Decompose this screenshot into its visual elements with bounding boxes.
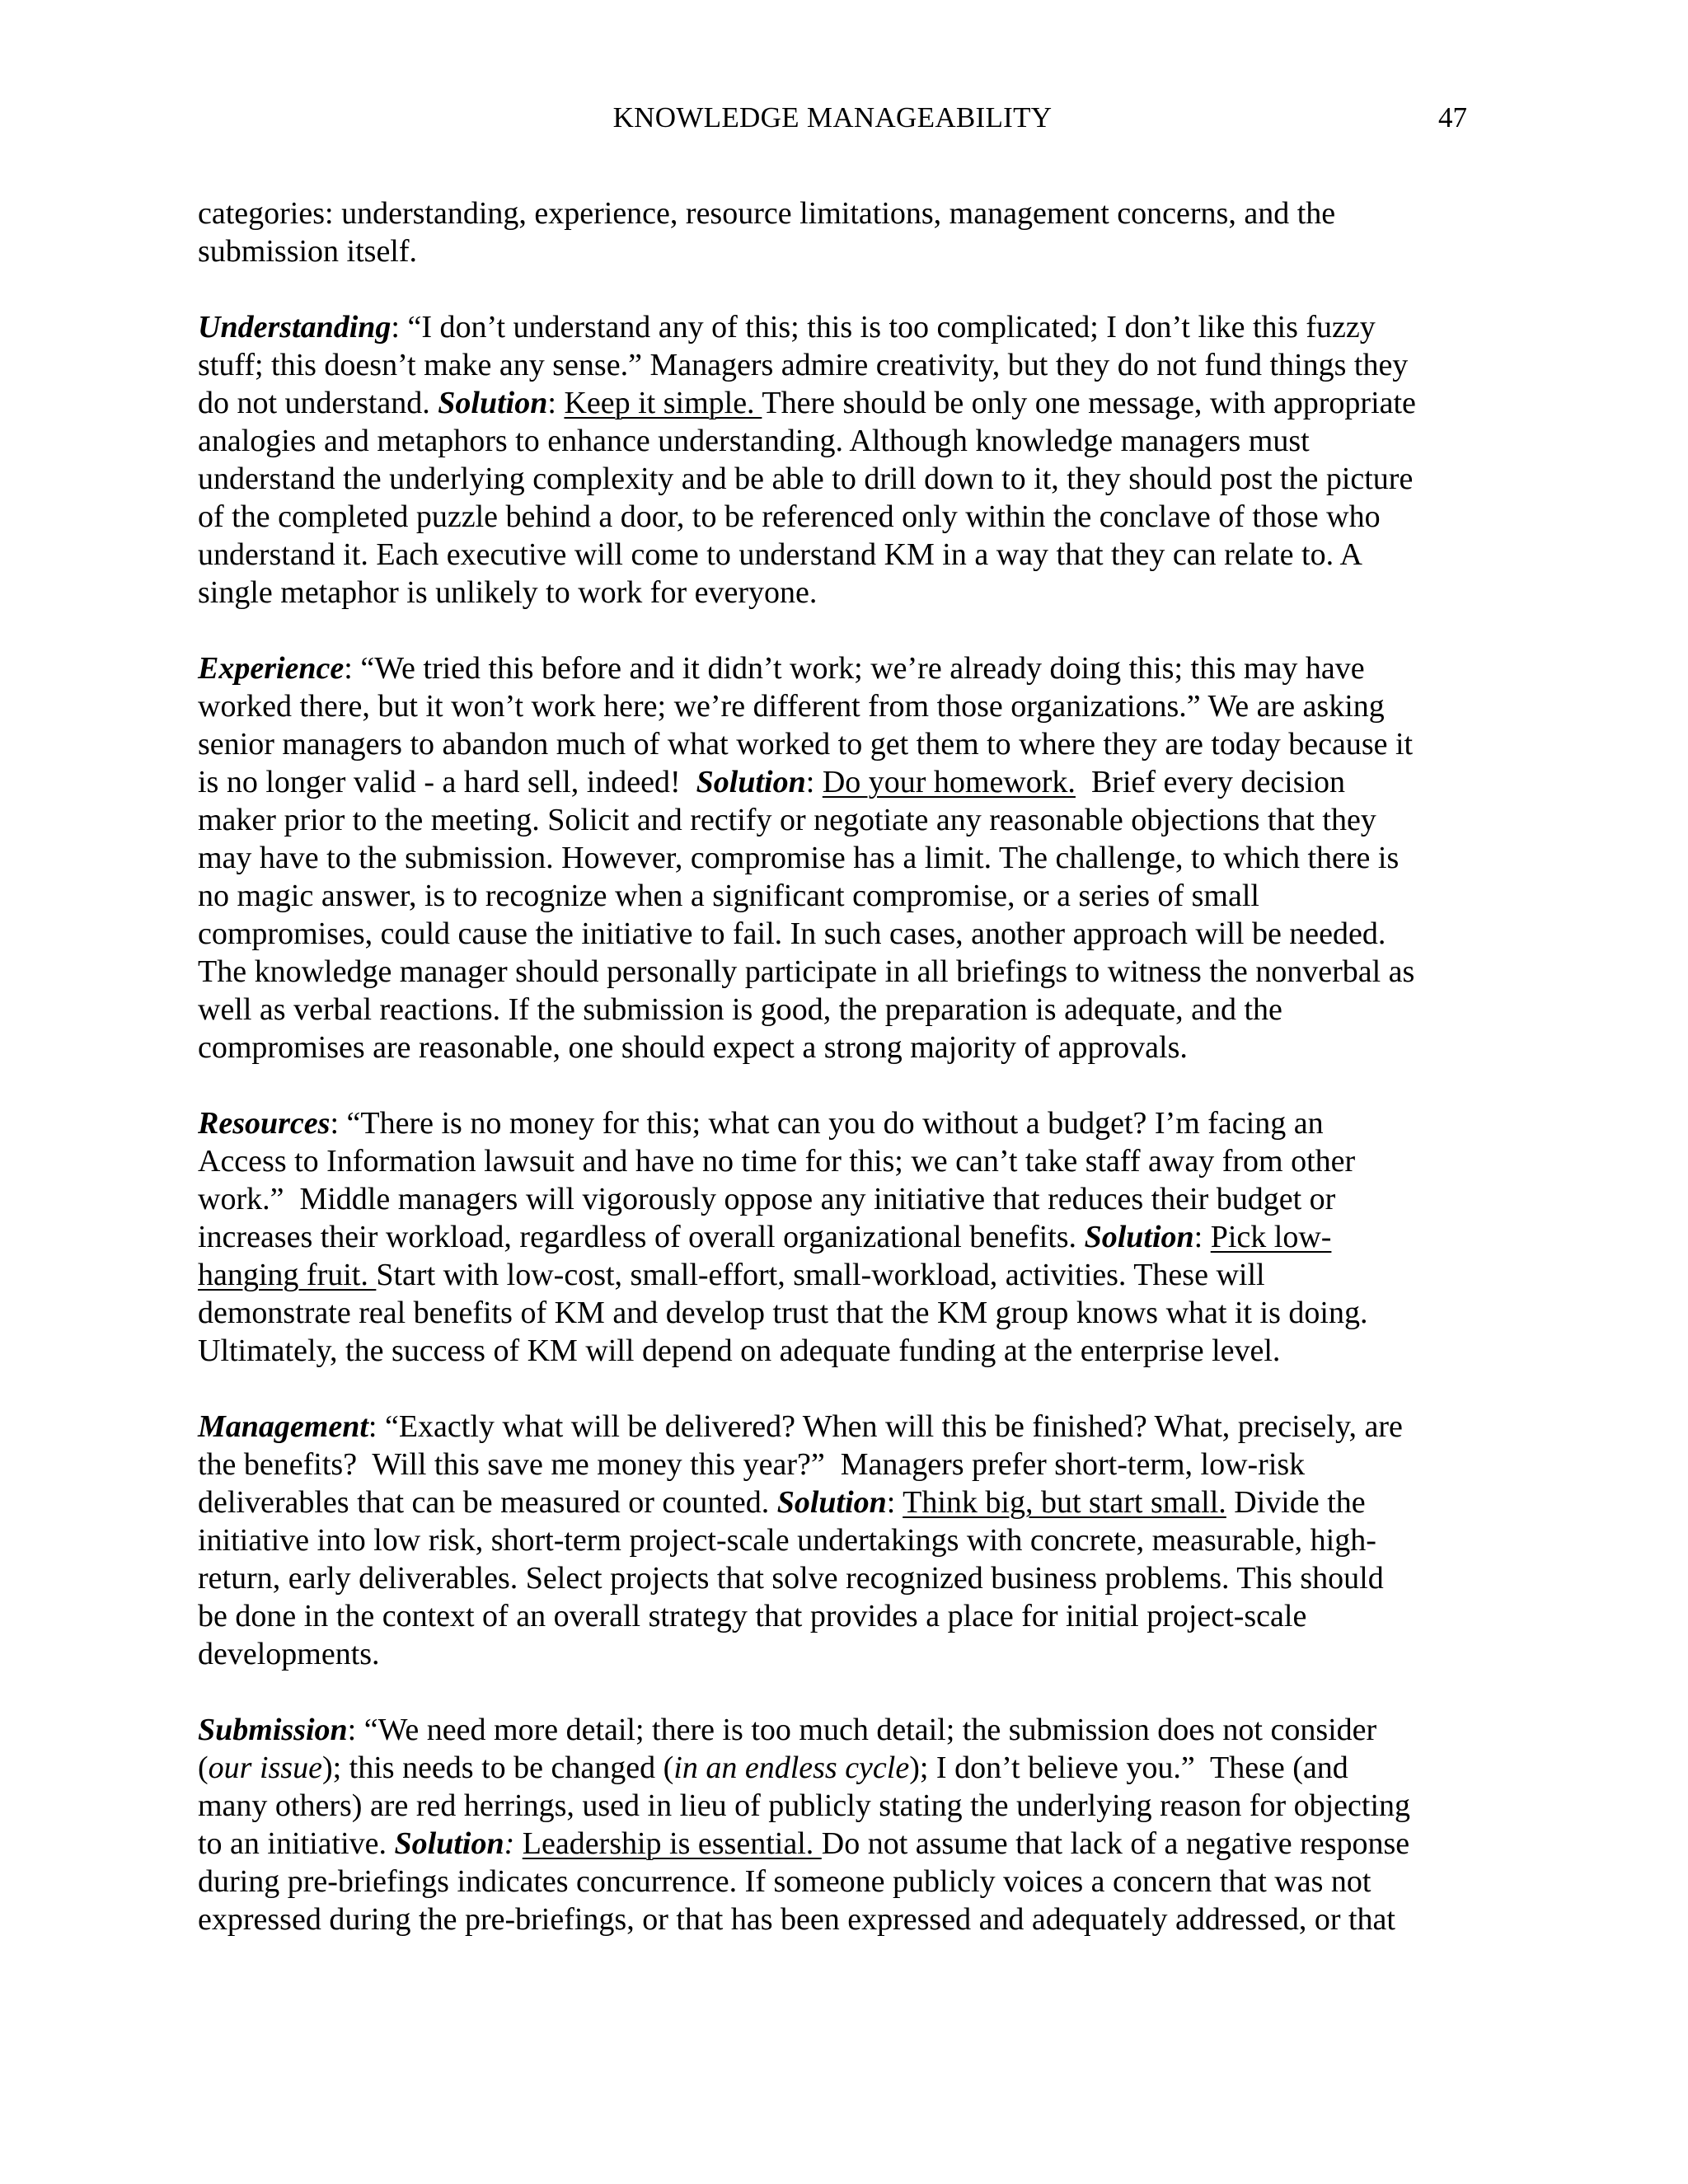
inline-text: increases their workload, regardless of overall organizational benefits. <box>198 1220 1085 1254</box>
quote-text: “Exactly what will be delivered? When will this be finished? What, precisely, are <box>384 1409 1403 1444</box>
understanding-paragraph <box>198 308 1477 612</box>
colon: : <box>330 1106 347 1141</box>
resources-paragraph <box>198 1104 1477 1370</box>
text-line: return, early deliverables. Select projects that solve recognized business problems. This should <box>198 1561 1384 1596</box>
inline-text: Brief every decision <box>1075 765 1346 799</box>
solution-action: Think big, but start small. <box>903 1485 1226 1520</box>
text-line: of the completed puzzle behind a door, to be referenced only within the conclave of those who <box>198 499 1381 534</box>
colon: : <box>886 1485 903 1520</box>
colon: : <box>368 1409 385 1444</box>
text-line: Ultimately, the success of KM will depend on adequate funding at the enterprise level. <box>198 1333 1281 1368</box>
text-line: during pre-briefings indicates concurrence. If someone publicly voices a concern that was not <box>198 1864 1372 1899</box>
inline-text: is no longer valid - a hard sell, indeed! <box>198 765 696 799</box>
inline-text: Do not assume that lack of a negative response <box>821 1826 1410 1861</box>
solution-label: Solution <box>438 386 548 420</box>
quote-text: “There is no money for this; what can you do without a budget? I’m facing an <box>346 1106 1324 1141</box>
management-heading: Management <box>198 1409 368 1444</box>
text-line: be done in the context of an overall strategy that provides a place for initial project-scale <box>198 1599 1307 1633</box>
colon: : <box>347 1713 364 1747</box>
quote-text: “We tried this before and it didn’t work; we’re already doing this; this may have <box>360 651 1365 686</box>
text-line: demonstrate real benefits of KM and develop trust that the KM group knows what it is doing. <box>198 1296 1368 1330</box>
text-line <box>198 1711 1477 1749</box>
inline-text: do not understand. <box>198 386 438 420</box>
inline-text: ); I don’t believe you.” These (and <box>909 1750 1348 1785</box>
solution-action: Do your homework. <box>822 765 1076 799</box>
colon: : <box>344 651 361 686</box>
resources-heading: Resources <box>198 1106 331 1141</box>
inline-text: to an initiative. <box>198 1826 395 1861</box>
text-line <box>198 384 1477 422</box>
colon: : <box>1193 1220 1211 1254</box>
text-line: expressed during the pre-briefings, or that has been expressed and adequately addressed, or that <box>198 1902 1395 1937</box>
page-number: 47 <box>1438 101 1467 134</box>
body-text <box>198 194 1477 1938</box>
solution-action: Keep it simple. <box>564 386 762 420</box>
text-line <box>198 1483 1477 1521</box>
text-line: may have to the submission. However, compromise has a limit. The challenge, to which there is <box>198 841 1400 875</box>
text-line: developments. <box>198 1637 380 1671</box>
inline-text: There should be only one message, with appropriate <box>762 386 1416 420</box>
solution-action-continued: hanging fruit. <box>198 1258 377 1292</box>
text-line: well as verbal reactions. If the submission is good, the preparation is adequate, and the <box>198 992 1282 1027</box>
text-line: worked there, but it won’t work here; we’re different from those organizations.” We are asking <box>198 689 1385 724</box>
solution-label: Solution <box>776 1485 887 1520</box>
text-line: submission itself. <box>198 234 418 269</box>
text-line: analogies and metaphors to enhance understanding. Although knowledge managers must <box>198 424 1310 458</box>
text-line: many others) are red herrings, used in lieu of publicly stating the underlying reason for objecting <box>198 1788 1411 1823</box>
quote-text: “We need more detail; there is too much detail; the submission does not consider <box>363 1713 1377 1747</box>
text-line <box>198 1218 1477 1256</box>
colon: : <box>391 310 408 344</box>
quote-text: “I don’t understand any of this; this is too complicated; I don’t like this fuzzy <box>407 310 1376 344</box>
italic-text: in an endless cycle <box>673 1750 910 1785</box>
text-line: categories: understanding, experience, resource limitations, management concerns, and the <box>198 196 1336 231</box>
solution-label: Solution <box>696 765 806 799</box>
management-paragraph <box>198 1408 1477 1673</box>
text-line: single metaphor is unlikely to work for everyone. <box>198 575 818 610</box>
colon: : <box>504 1826 523 1861</box>
running-header <box>198 99 1467 137</box>
text-line <box>198 649 1477 687</box>
text-line <box>198 1104 1477 1142</box>
experience-paragraph <box>198 649 1477 1066</box>
text-line <box>198 1408 1477 1446</box>
submission-heading: Submission <box>198 1713 348 1747</box>
text-line: Access to Information lawsuit and have no time for this; we can’t take staff away from other <box>198 1144 1356 1179</box>
experience-heading: Experience <box>198 651 345 686</box>
solution-label: Solution <box>394 1826 504 1861</box>
text-line: the benefits? Will this save me money this year?” Managers prefer short-term, low-risk <box>198 1447 1306 1482</box>
text-line: work.” Middle managers will vigorously oppose any initiative that reduces their budget or <box>198 1182 1336 1216</box>
solution-action: Leadership is essential. <box>522 1826 822 1861</box>
inline-text: ); this needs to be changed ( <box>321 1750 674 1785</box>
text-line: maker prior to the meeting. Solicit and rectify or negotiate any reasonable objections that they <box>198 803 1376 837</box>
text-line: compromises, could cause the initiative to fail. In such cases, another approach will be needed. <box>198 916 1386 951</box>
inline-text: Start with low-cost, small-effort, small-workload, activities. These will <box>376 1258 1265 1292</box>
text-line: understand it. Each executive will come to understand KM in a way that they can relate to. A <box>198 537 1362 572</box>
intro-paragraph <box>198 194 1477 270</box>
text-line <box>198 308 1477 346</box>
text-line <box>198 1749 1477 1787</box>
colon: : <box>805 765 823 799</box>
submission-paragraph <box>198 1711 1477 1938</box>
running-title: KNOWLEDGE MANAGEABILITY <box>612 101 1053 134</box>
understanding-heading: Understanding <box>198 310 392 344</box>
text-line: initiative into low risk, short-term project-scale undertakings with concrete, measurable, high- <box>198 1523 1376 1558</box>
italic-text: our issue <box>208 1750 322 1785</box>
inline-text: deliverables that can be measured or counted. <box>198 1485 777 1520</box>
text-line <box>198 763 1477 801</box>
text-line: stuff; this doesn’t make any sense.” Managers admire creativity, but they do not fund things they <box>198 348 1409 382</box>
solution-label: Solution <box>1084 1220 1194 1254</box>
text-line <box>198 1256 1477 1294</box>
text-line: senior managers to abandon much of what worked to get them to where they are today because it <box>198 727 1414 762</box>
solution-action: Pick low- <box>1210 1220 1332 1254</box>
text-line: understand the underlying complexity and be able to drill down to it, they should post the picture <box>198 462 1414 496</box>
inline-text: Divide the <box>1226 1485 1366 1520</box>
colon: : <box>547 386 565 420</box>
text-line: no magic answer, is to recognize when a significant compromise, or a series of small <box>198 879 1259 913</box>
text-line: The knowledge manager should personally participate in all briefings to witness the nonverbal as <box>198 954 1415 989</box>
inline-text: ( <box>198 1750 209 1785</box>
text-line <box>198 1825 1477 1863</box>
text-line: compromises are reasonable, one should expect a strong majority of approvals. <box>198 1030 1188 1065</box>
